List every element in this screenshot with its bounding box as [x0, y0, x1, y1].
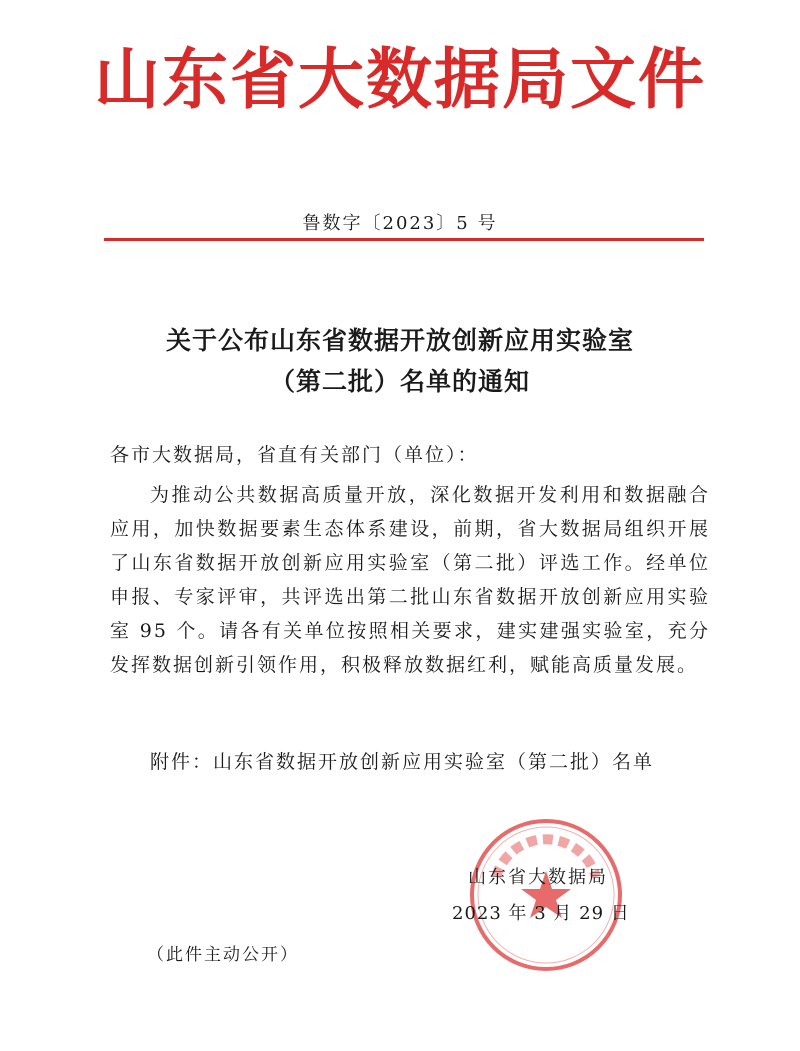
document-number: 鲁数字〔2023〕5 号 — [302, 213, 498, 234]
attachment-line: 附件：山东省数据开放创新应用实验室（第二批）名单 — [150, 751, 655, 773]
publicity-note: （此件主动公开） — [147, 945, 299, 965]
issue-date: 2023 年 3 月 29 日 — [452, 903, 630, 924]
official-seal-icon — [466, 815, 626, 975]
issuer-name: 山东省大数据局 — [468, 867, 608, 888]
notice-title-line-1: 关于公布山东省数据开放创新应用实验室 — [165, 326, 634, 355]
document-header-title: 山东省大数据局文件 — [94, 41, 706, 118]
body-paragraph: 为推动公共数据高质量开放，深化数据开发利用和数据融合应用，加快数据要素生态体系建设，前期，省大数据局组织开展了山东省数据开放创新应用实验室（第二批）评选工作。经单位申报、专家评审，共评选出第二批山东省数据开放创新应用实验室 95 个。请各有关单位按照相关要求，建实建强实验室，充分发挥数据创新引领作用，积极释放数据红利，赋能高质量发展。 — [110, 484, 710, 676]
notice-title-line-2: （第二批）名单的通知 — [269, 367, 530, 396]
red-divider-line — [104, 238, 704, 241]
salutation: 各市大数据局，省直有关部门（单位）： — [110, 444, 479, 466]
